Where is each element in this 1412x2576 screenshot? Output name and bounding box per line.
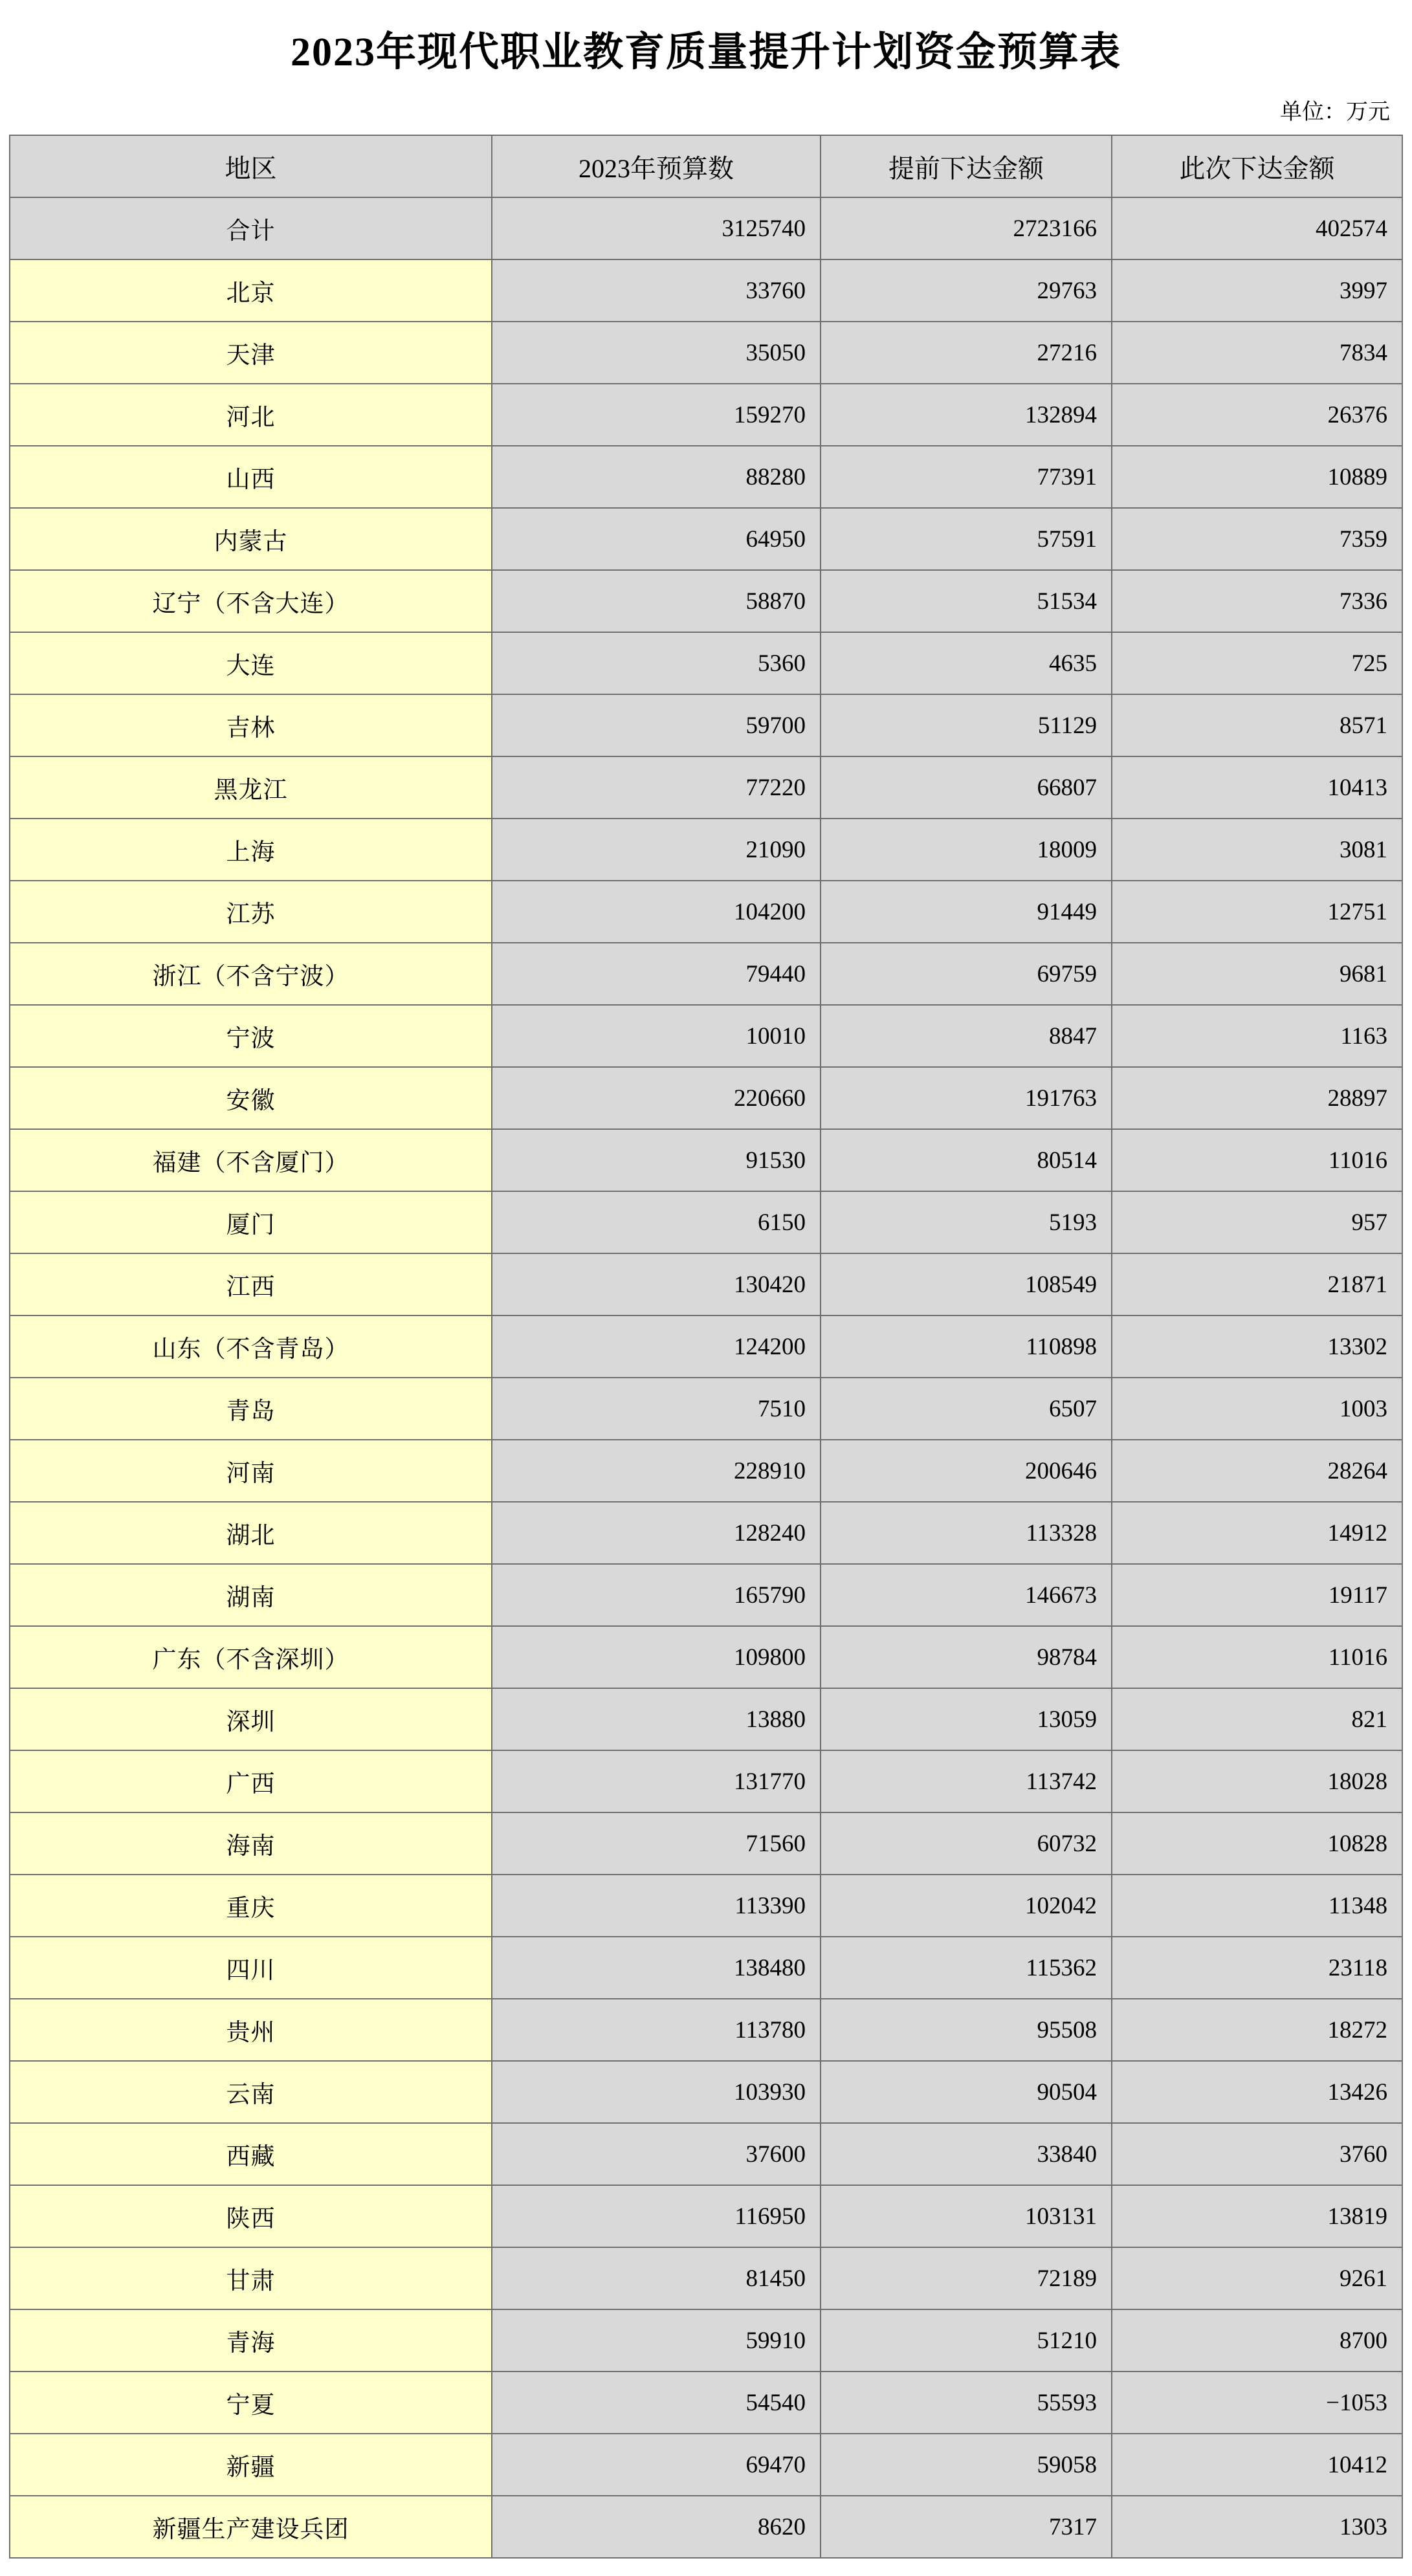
table-row [10, 2185, 1402, 2247]
cell-pre-allocated: 110898 [821, 1316, 1112, 1378]
cell-current-allocated: 28897 [1112, 1067, 1402, 1129]
cell-current-allocated: 11348 [1112, 1875, 1402, 1937]
cell-pre-allocated: 90504 [821, 2061, 1112, 2123]
table-row [10, 2496, 1402, 2558]
table-body [10, 197, 1402, 2558]
table-row [10, 2309, 1402, 2372]
cell-current-allocated: 8700 [1112, 2309, 1402, 2372]
table-row [10, 1875, 1402, 1937]
cell-budget: 128240 [492, 1502, 821, 1564]
cell-budget: 91530 [492, 1129, 821, 1191]
cell-current-allocated: 7834 [1112, 322, 1402, 384]
cell-pre-allocated: 57591 [821, 508, 1112, 570]
cell-budget: 54540 [492, 2372, 821, 2434]
cell-region: 青海 [10, 2309, 492, 2372]
cell-pre-allocated: 13059 [821, 1688, 1112, 1750]
cell-current-allocated: 13426 [1112, 2061, 1402, 2123]
cell-pre-allocated: 191763 [821, 1067, 1112, 1129]
cell-region: 内蒙古 [10, 508, 492, 570]
cell-current-allocated: 12751 [1112, 881, 1402, 943]
cell-pre-allocated: 60732 [821, 1812, 1112, 1875]
cell-budget: 109800 [492, 1626, 821, 1688]
cell-region: 海南 [10, 1812, 492, 1875]
cell-region: 甘肃 [10, 2247, 492, 2309]
cell-pre-allocated: 27216 [821, 322, 1112, 384]
cell-current-allocated: 957 [1112, 1191, 1402, 1253]
cell-region: 云南 [10, 2061, 492, 2123]
table-row [10, 1688, 1402, 1750]
cell-region: 黑龙江 [10, 756, 492, 819]
cell-current-allocated: 19117 [1112, 1564, 1402, 1626]
cell-region: 陕西 [10, 2185, 492, 2247]
table-row [10, 259, 1402, 322]
cell-budget: 81450 [492, 2247, 821, 2309]
cell-region: 江西 [10, 1253, 492, 1316]
cell-region: 安徽 [10, 1067, 492, 1129]
cell-pre-allocated: 69759 [821, 943, 1112, 1005]
cell-pre-allocated: 33840 [821, 2123, 1112, 2185]
cell-budget: 116950 [492, 2185, 821, 2247]
cell-budget: 59910 [492, 2309, 821, 2372]
column-header-budget: 2023年预算数 [492, 135, 821, 197]
table-row [10, 322, 1402, 384]
cell-region: 吉林 [10, 694, 492, 756]
cell-budget: 33760 [492, 259, 821, 322]
cell-region: 大连 [10, 632, 492, 694]
cell-current-allocated: 1003 [1112, 1378, 1402, 1440]
cell-region: 广西 [10, 1750, 492, 1812]
cell-pre-allocated: 59058 [821, 2434, 1112, 2496]
table-row [10, 819, 1402, 881]
cell-budget: 104200 [492, 881, 821, 943]
cell-current-allocated: 10889 [1112, 446, 1402, 508]
cell-region: 浙江（不含宁波） [10, 943, 492, 1005]
table-row [10, 2061, 1402, 2123]
cell-pre-allocated: 108549 [821, 1253, 1112, 1316]
cell-current-allocated: 3997 [1112, 259, 1402, 322]
cell-pre-allocated: 91449 [821, 881, 1112, 943]
budget-table [9, 135, 1403, 2559]
cell-budget: 228910 [492, 1440, 821, 1502]
cell-current-allocated: 18272 [1112, 1999, 1402, 2061]
table-row [10, 1812, 1402, 1875]
cell-budget: 159270 [492, 384, 821, 446]
cell-pre-allocated: 146673 [821, 1564, 1112, 1626]
cell-pre-allocated: 7317 [821, 2496, 1112, 2558]
cell-pre-allocated: 51210 [821, 2309, 1112, 2372]
cell-current-allocated: 10828 [1112, 1812, 1402, 1875]
cell-budget: 7510 [492, 1378, 821, 1440]
cell-pre-allocated: 4635 [821, 632, 1112, 694]
cell-current-allocated: 725 [1112, 632, 1402, 694]
cell-pre-allocated: 8847 [821, 1005, 1112, 1067]
cell-current-allocated: 26376 [1112, 384, 1402, 446]
cell-current-allocated: 402574 [1112, 197, 1402, 259]
table-row [10, 197, 1402, 259]
table-row [10, 2247, 1402, 2309]
cell-region: 深圳 [10, 1688, 492, 1750]
cell-pre-allocated: 102042 [821, 1875, 1112, 1937]
cell-current-allocated: 9261 [1112, 2247, 1402, 2309]
cell-current-allocated: 7359 [1112, 508, 1402, 570]
cell-region: 湖北 [10, 1502, 492, 1564]
table-row [10, 1005, 1402, 1067]
cell-region: 宁夏 [10, 2372, 492, 2434]
cell-budget: 79440 [492, 943, 821, 1005]
cell-budget: 64950 [492, 508, 821, 570]
cell-region: 合计 [10, 197, 492, 259]
cell-current-allocated: 14912 [1112, 1502, 1402, 1564]
cell-region: 贵州 [10, 1999, 492, 2061]
cell-budget: 131770 [492, 1750, 821, 1812]
cell-pre-allocated: 103131 [821, 2185, 1112, 2247]
cell-budget: 6150 [492, 1191, 821, 1253]
cell-region: 河北 [10, 384, 492, 446]
table-row [10, 1999, 1402, 2061]
cell-budget: 10010 [492, 1005, 821, 1067]
cell-current-allocated: 821 [1112, 1688, 1402, 1750]
table-header-row [10, 135, 1402, 197]
column-header-pre-allocated: 提前下达金额 [821, 135, 1112, 197]
table-row [10, 943, 1402, 1005]
cell-budget: 5360 [492, 632, 821, 694]
cell-pre-allocated: 6507 [821, 1378, 1112, 1440]
cell-pre-allocated: 18009 [821, 819, 1112, 881]
table-row [10, 632, 1402, 694]
cell-current-allocated: 7336 [1112, 570, 1402, 632]
table-row [10, 1502, 1402, 1564]
cell-region: 青岛 [10, 1378, 492, 1440]
cell-current-allocated: 1303 [1112, 2496, 1402, 2558]
table-row [10, 1937, 1402, 1999]
cell-current-allocated: 13302 [1112, 1316, 1402, 1378]
cell-pre-allocated: 5193 [821, 1191, 1112, 1253]
cell-region: 重庆 [10, 1875, 492, 1937]
cell-region: 河南 [10, 1440, 492, 1502]
table-header [10, 135, 1402, 197]
table-row [10, 446, 1402, 508]
cell-pre-allocated: 113328 [821, 1502, 1112, 1564]
cell-region: 天津 [10, 322, 492, 384]
cell-current-allocated: 9681 [1112, 943, 1402, 1005]
cell-budget: 113390 [492, 1875, 821, 1937]
cell-budget: 35050 [492, 322, 821, 384]
cell-current-allocated: 3760 [1112, 2123, 1402, 2185]
table-row [10, 2123, 1402, 2185]
table-row [10, 384, 1402, 446]
cell-budget: 130420 [492, 1253, 821, 1316]
cell-region: 湖南 [10, 1564, 492, 1626]
cell-budget: 13880 [492, 1688, 821, 1750]
unit-note: 单位：万元 [1280, 100, 1390, 124]
table-row [10, 1067, 1402, 1129]
cell-budget: 220660 [492, 1067, 821, 1129]
table-row [10, 1378, 1402, 1440]
cell-pre-allocated: 51534 [821, 570, 1112, 632]
table-row [10, 1750, 1402, 1812]
cell-budget: 69470 [492, 2434, 821, 2496]
cell-pre-allocated: 115362 [821, 1937, 1112, 1999]
cell-budget: 58870 [492, 570, 821, 632]
table-row [10, 1316, 1402, 1378]
cell-current-allocated: 11016 [1112, 1129, 1402, 1191]
cell-pre-allocated: 132894 [821, 384, 1112, 446]
cell-region: 北京 [10, 259, 492, 322]
table-row [10, 1129, 1402, 1191]
cell-region: 四川 [10, 1937, 492, 1999]
table-row [10, 508, 1402, 570]
table-row [10, 2434, 1402, 2496]
page-title: 2023年现代职业教育质量提升计划资金预算表 [290, 30, 1121, 74]
cell-budget: 165790 [492, 1564, 821, 1626]
table-row [10, 570, 1402, 632]
cell-budget: 71560 [492, 1812, 821, 1875]
cell-region: 宁波 [10, 1005, 492, 1067]
cell-budget: 8620 [492, 2496, 821, 2558]
cell-pre-allocated: 80514 [821, 1129, 1112, 1191]
cell-budget: 124200 [492, 1316, 821, 1378]
cell-current-allocated: 18028 [1112, 1750, 1402, 1812]
cell-budget: 77220 [492, 756, 821, 819]
cell-current-allocated: 1163 [1112, 1005, 1402, 1067]
cell-current-allocated: 11016 [1112, 1626, 1402, 1688]
cell-budget: 113780 [492, 1999, 821, 2061]
cell-pre-allocated: 77391 [821, 446, 1112, 508]
cell-region: 新疆 [10, 2434, 492, 2496]
cell-pre-allocated: 2723166 [821, 197, 1112, 259]
cell-current-allocated: 10413 [1112, 756, 1402, 819]
cell-pre-allocated: 113742 [821, 1750, 1112, 1812]
cell-current-allocated: 10412 [1112, 2434, 1402, 2496]
cell-budget: 103930 [492, 2061, 821, 2123]
table-row [10, 1191, 1402, 1253]
cell-region: 辽宁（不含大连） [10, 570, 492, 632]
cell-current-allocated: 13819 [1112, 2185, 1402, 2247]
cell-budget: 138480 [492, 1937, 821, 1999]
cell-pre-allocated: 72189 [821, 2247, 1112, 2309]
table-row [10, 1626, 1402, 1688]
cell-region: 山东（不含青岛） [10, 1316, 492, 1378]
table-row [10, 881, 1402, 943]
table-row [10, 756, 1402, 819]
cell-current-allocated: −1053 [1112, 2372, 1402, 2434]
cell-region: 厦门 [10, 1191, 492, 1253]
cell-region: 福建（不含厦门） [10, 1129, 492, 1191]
cell-current-allocated: 21871 [1112, 1253, 1402, 1316]
cell-budget: 59700 [492, 694, 821, 756]
cell-pre-allocated: 66807 [821, 756, 1112, 819]
cell-region: 新疆生产建设兵团 [10, 2496, 492, 2558]
table-row [10, 1564, 1402, 1626]
cell-pre-allocated: 200646 [821, 1440, 1112, 1502]
cell-region: 广东（不含深圳） [10, 1626, 492, 1688]
cell-region: 山西 [10, 446, 492, 508]
cell-current-allocated: 8571 [1112, 694, 1402, 756]
cell-pre-allocated: 55593 [821, 2372, 1112, 2434]
cell-region: 上海 [10, 819, 492, 881]
table-row [10, 2372, 1402, 2434]
cell-current-allocated: 3081 [1112, 819, 1402, 881]
cell-budget: 3125740 [492, 197, 821, 259]
cell-pre-allocated: 98784 [821, 1626, 1112, 1688]
table-row [10, 1253, 1402, 1316]
cell-budget: 88280 [492, 446, 821, 508]
cell-region: 西藏 [10, 2123, 492, 2185]
table-row [10, 1440, 1402, 1502]
cell-budget: 21090 [492, 819, 821, 881]
cell-pre-allocated: 95508 [821, 1999, 1112, 2061]
cell-current-allocated: 23118 [1112, 1937, 1402, 1999]
column-header-region: 地区 [10, 135, 492, 197]
cell-pre-allocated: 29763 [821, 259, 1112, 322]
cell-region: 江苏 [10, 881, 492, 943]
cell-current-allocated: 28264 [1112, 1440, 1402, 1502]
column-header-current-allocated: 此次下达金额 [1112, 135, 1402, 197]
table-row [10, 694, 1402, 756]
cell-pre-allocated: 51129 [821, 694, 1112, 756]
cell-budget: 37600 [492, 2123, 821, 2185]
